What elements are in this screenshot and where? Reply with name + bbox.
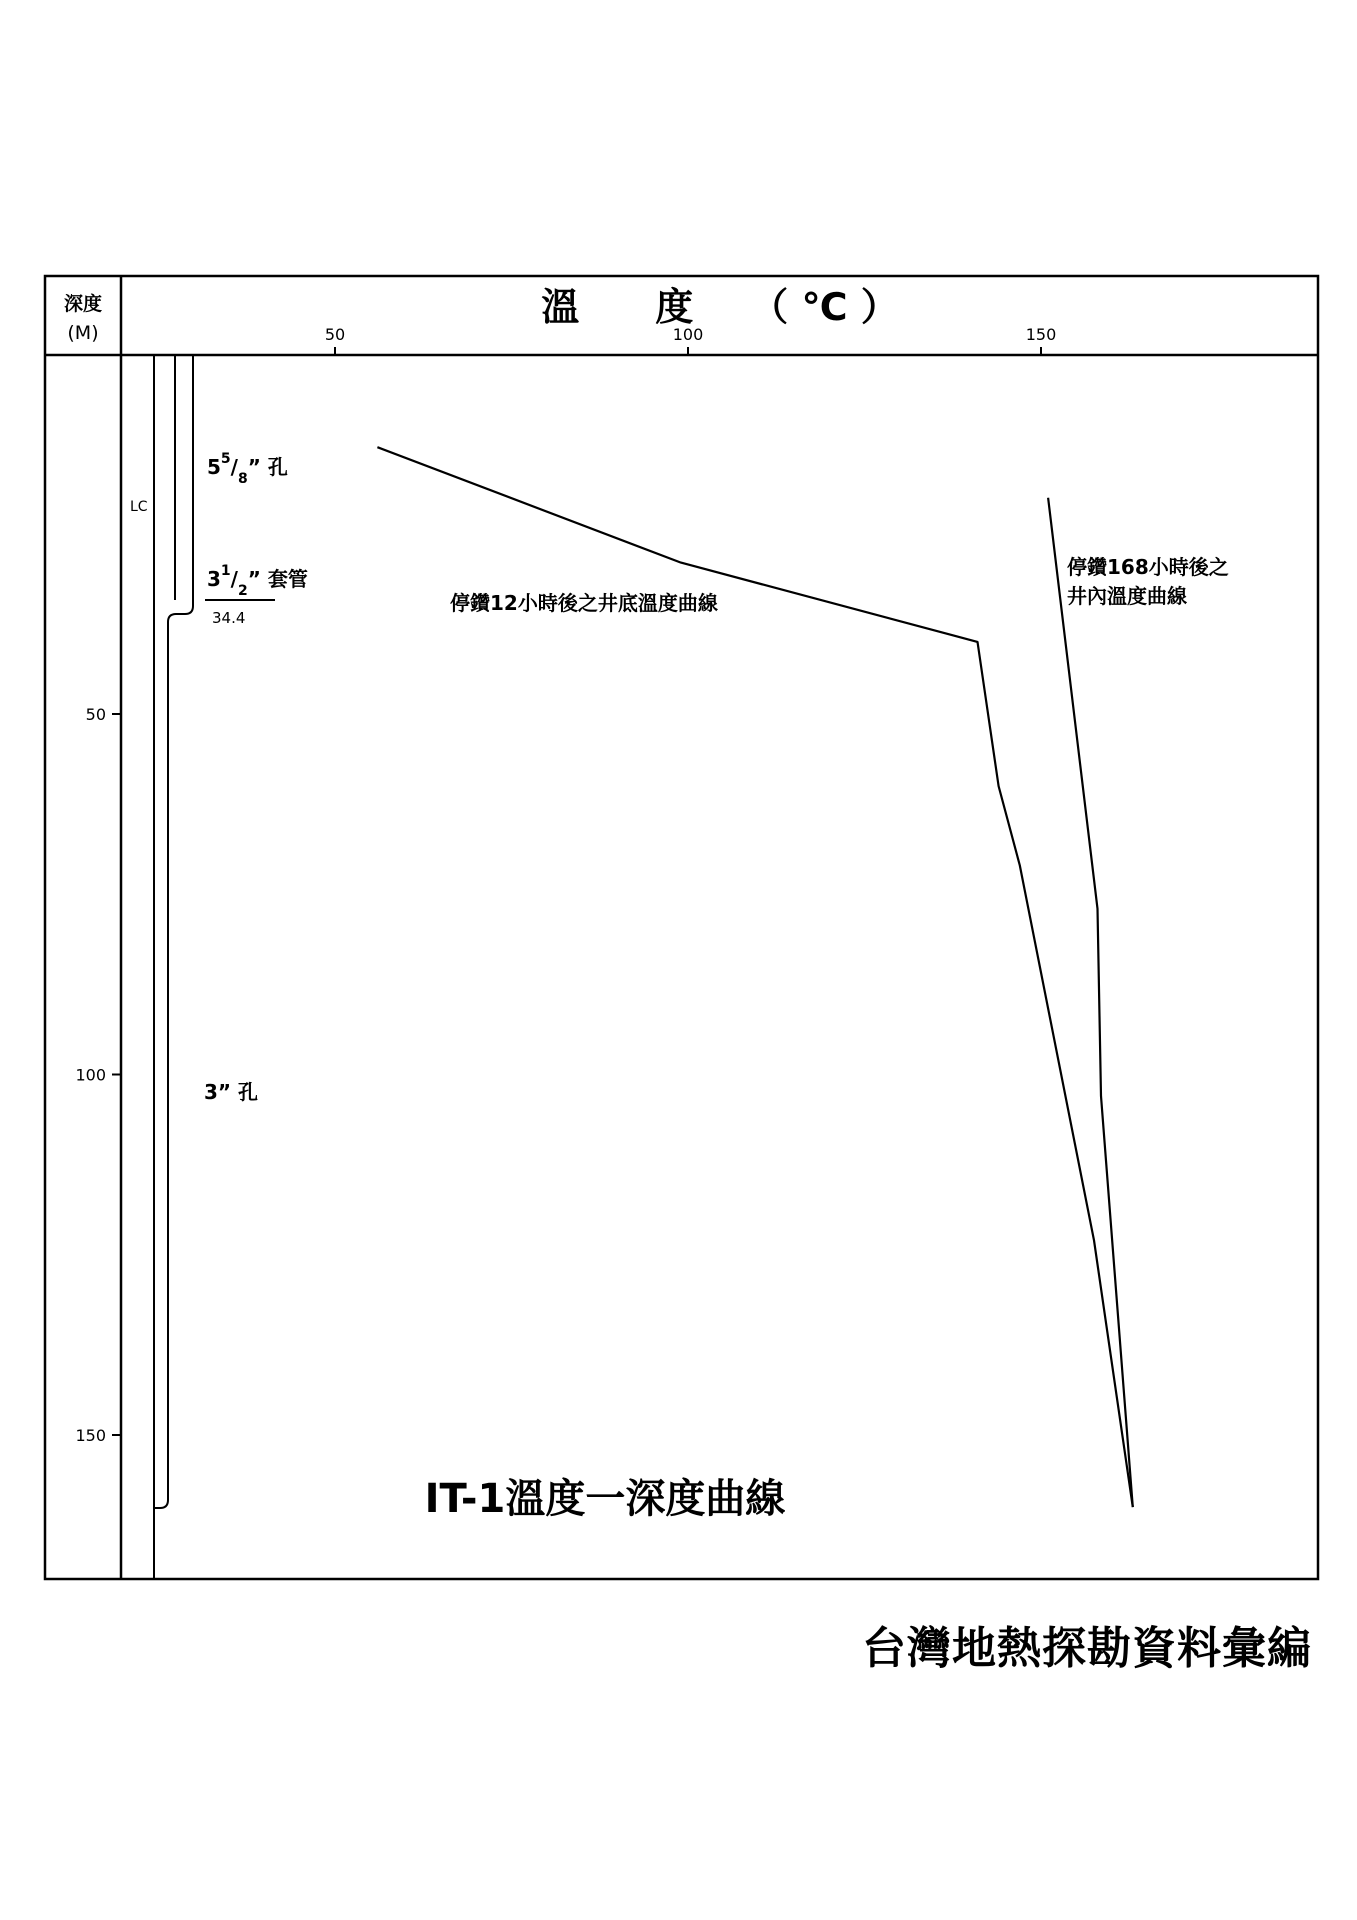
x-tick-group: [325, 325, 1056, 355]
y-tick-group: [75, 705, 121, 1445]
chart-title: IT-1溫度一深度曲線: [424, 1476, 786, 1522]
temperature-axis-label: 溫 度 （ ℃ ）: [541, 285, 899, 329]
casing-line-right: [154, 355, 193, 1508]
casing-label: $3^1/_2$” 套管: [207, 563, 308, 599]
y-tick-label: 50: [85, 705, 106, 724]
y-tick-label: 150: [75, 1426, 106, 1445]
well-schematic: [154, 355, 193, 1579]
series-line-168h: [1048, 498, 1133, 1507]
series-label-12h: 停鑽12小時後之井底溫度曲線: [450, 591, 718, 615]
lower-hole-label: 3” 孔: [204, 1080, 259, 1104]
x-tick-label: 100: [672, 325, 704, 344]
series-label-168h-line1: 停鑽168小時後之: [1067, 555, 1229, 579]
y-tick-label: 100: [75, 1065, 106, 1085]
x-tick-label: 150: [1025, 325, 1057, 344]
x-tick-label: 50: [324, 325, 346, 344]
series-label-168h-line2: 井內溫度曲線: [1067, 584, 1187, 608]
lc-label: LC: [130, 499, 148, 515]
depth-axis-label-line2: (M): [67, 322, 99, 344]
footer-caption: 台灣地熱探勘資料彙編: [862, 1623, 1312, 1674]
depth-axis-label-line1: 深度: [63, 293, 103, 315]
casing-depth-label: 34.4: [212, 609, 246, 627]
upper-hole-label: $5^5/_8$” 孔: [207, 451, 288, 487]
